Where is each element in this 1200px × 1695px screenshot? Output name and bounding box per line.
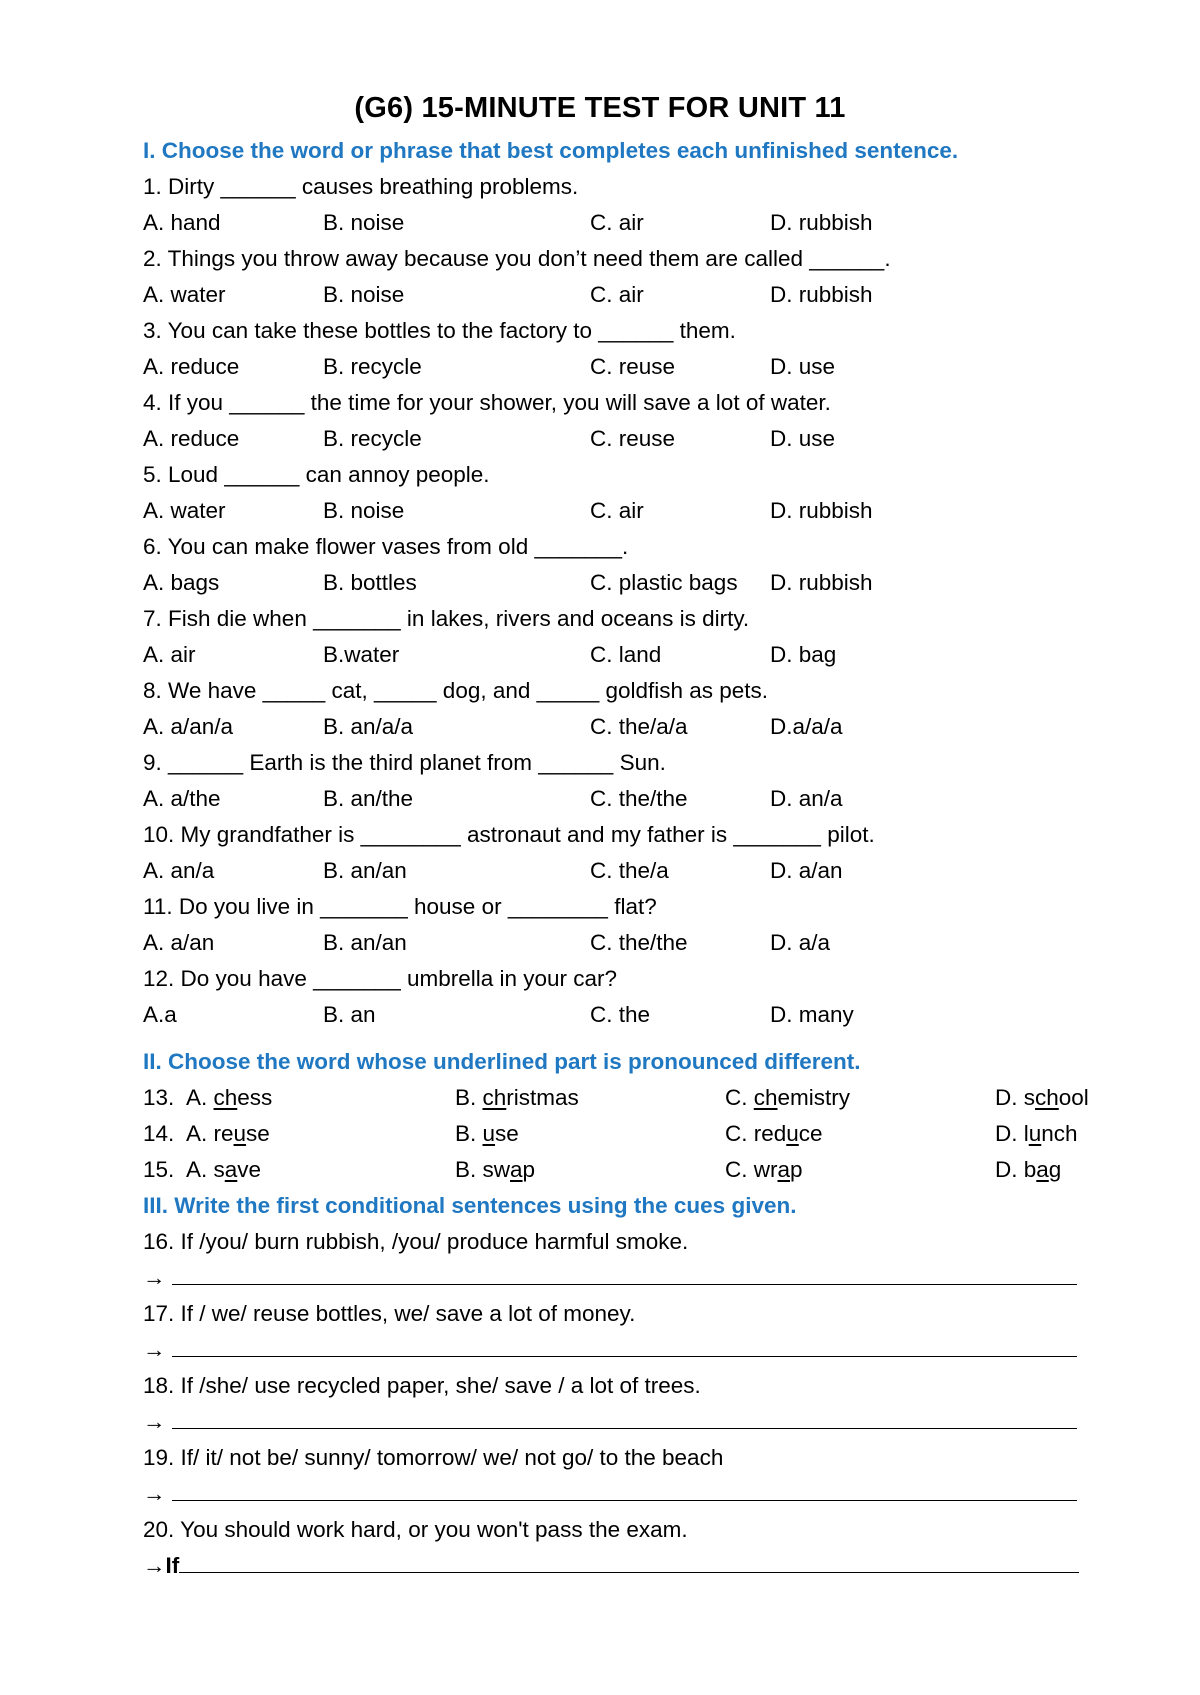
option-c xyxy=(725,1085,850,1111)
question-text: 3. You can take these bottles to the factory to ______ them. xyxy=(143,318,736,343)
underlined-letters: u xyxy=(786,1121,799,1146)
word-part: C. red xyxy=(725,1121,787,1146)
question-text: 11. Do you live in _______ house or ________ flat? xyxy=(143,894,657,919)
section-2-heading: II. Choose the word whose underlined part is pronounced different. xyxy=(143,1049,861,1074)
option-c: C. land xyxy=(590,642,662,667)
option-a: A. a/the xyxy=(143,786,221,811)
option-a: A. a/an/a xyxy=(143,714,234,739)
answer-blank[interactable] xyxy=(179,1554,1079,1573)
option-a xyxy=(186,1157,261,1183)
option-b: B. an xyxy=(323,1002,376,1027)
option-a: A. reduce xyxy=(143,354,240,379)
question-number: 13. xyxy=(143,1085,175,1110)
word-part: D. s xyxy=(995,1085,1036,1110)
option-d: D. an/a xyxy=(770,786,843,811)
underlined-letters: a xyxy=(510,1157,523,1182)
option-b: B. an/a/a xyxy=(323,714,414,739)
option-d: D. rubbish xyxy=(770,570,873,595)
answer-blank[interactable] xyxy=(172,1266,1077,1285)
option-c: C. air xyxy=(590,210,644,235)
option-d: D. a/an xyxy=(770,858,843,883)
underlined-letters: a xyxy=(224,1157,238,1182)
word-part: A. s xyxy=(186,1157,225,1182)
underlined-letters: ch xyxy=(213,1085,238,1110)
option-b xyxy=(455,1085,579,1111)
word-part: C. xyxy=(725,1085,754,1110)
option-d: D. use xyxy=(770,426,836,451)
question-text: 18. If /she/ use recycled paper, she/ save / a lot of trees. xyxy=(143,1373,701,1398)
option-c: C. plastic bags xyxy=(590,570,738,595)
answer-line xyxy=(143,1481,1077,1507)
word-part: se xyxy=(246,1121,270,1146)
option-b xyxy=(455,1121,519,1147)
question-text: 10. My grandfather is ________ astronaut and my father is _______ pilot. xyxy=(143,822,875,847)
option-d: D. use xyxy=(770,354,836,379)
answer-blank[interactable] xyxy=(172,1410,1077,1429)
option-b: B. recycle xyxy=(323,426,422,451)
question-text: 19. If/ it/ not be/ sunny/ tomorrow/ we/ not go/ to the beach xyxy=(143,1445,724,1470)
option-c: C. the/the xyxy=(590,930,688,955)
question-text: 7. Fish die when _______ in lakes, rivers and oceans is dirty. xyxy=(143,606,750,631)
option-b: B. an/an xyxy=(323,858,407,883)
word-part: p xyxy=(522,1157,536,1182)
arrow-icon: → xyxy=(143,1265,166,1290)
word-part: D. l xyxy=(995,1121,1029,1146)
word-part: C. wr xyxy=(725,1157,778,1182)
answer-prefix: If xyxy=(165,1553,180,1578)
option-a: A. water xyxy=(143,498,226,523)
word-part: g xyxy=(1048,1157,1062,1182)
page-title: (G6) 15-MINUTE TEST FOR UNIT 11 xyxy=(354,92,846,124)
option-b xyxy=(455,1157,535,1183)
underlined-letters: u xyxy=(233,1121,247,1146)
word-part: B. sw xyxy=(455,1157,511,1182)
option-d xyxy=(995,1157,1061,1183)
question-text: 4. If you ______ the time for your shower, you will save a lot of water. xyxy=(143,390,831,415)
option-a: A.a xyxy=(143,1002,177,1027)
word-part: A. re xyxy=(186,1121,234,1146)
option-a: A. bags xyxy=(143,570,220,595)
option-a: A. water xyxy=(143,282,226,307)
answer-line xyxy=(143,1553,1079,1579)
word-part: A. xyxy=(186,1085,214,1110)
answer-blank[interactable] xyxy=(172,1482,1077,1501)
underlined-letters: a xyxy=(777,1157,791,1182)
option-b: B. noise xyxy=(323,282,405,307)
option-d: D. rubbish xyxy=(770,282,873,307)
answer-line xyxy=(143,1337,1077,1363)
question-text: 16. If /you/ burn rubbish, /you/ produce harmful smoke. xyxy=(143,1229,689,1254)
option-c: C. reuse xyxy=(590,426,676,451)
option-c: C. the/the xyxy=(590,786,688,811)
word-part: nch xyxy=(1041,1121,1078,1146)
option-b: B.water xyxy=(323,642,400,667)
option-a: A. an/a xyxy=(143,858,215,883)
arrow-icon: → xyxy=(143,1337,166,1362)
option-a: A. hand xyxy=(143,210,221,235)
option-b: B. noise xyxy=(323,498,405,523)
question-text: 9. ______ Earth is the third planet from ______ Sun. xyxy=(143,750,666,775)
underlined-letters: ch xyxy=(1035,1085,1059,1110)
question-text: 17. If / we/ reuse bottles, we/ save a lot of money. xyxy=(143,1301,636,1326)
option-a xyxy=(186,1121,270,1147)
option-b: B. bottles xyxy=(323,570,417,595)
option-d: D. rubbish xyxy=(770,498,873,523)
arrow-icon: → xyxy=(143,1481,166,1506)
question-text: 8. We have _____ cat, _____ dog, and _____ goldfish as pets. xyxy=(143,678,769,703)
option-c xyxy=(725,1121,823,1147)
option-d: D. a/a xyxy=(770,930,831,955)
option-a xyxy=(186,1085,272,1111)
question-text: 6. You can make flower vases from old _______. xyxy=(143,534,629,559)
answer-blank[interactable] xyxy=(172,1338,1077,1357)
option-d: D. bag xyxy=(770,642,837,667)
option-b: B. recycle xyxy=(323,354,422,379)
option-d: D.a/a/a xyxy=(770,714,843,739)
word-part: ve xyxy=(237,1157,262,1182)
option-c: C. air xyxy=(590,282,644,307)
question-text: 20. You should work hard, or you won't pass the exam. xyxy=(143,1517,688,1542)
word-part: ess xyxy=(237,1085,273,1110)
underlined-letters: ch xyxy=(482,1085,507,1110)
question-text: 1. Dirty ______ causes breathing problems. xyxy=(143,174,579,199)
option-c: C. the/a xyxy=(590,858,669,883)
arrow-icon: → xyxy=(143,1409,166,1434)
section-1-heading: I. Choose the word or phrase that best completes each unfinished sentence. xyxy=(143,138,959,163)
answer-line xyxy=(143,1409,1077,1435)
underlined-letters: u xyxy=(1028,1121,1042,1146)
underlined-letters: a xyxy=(1036,1157,1049,1182)
arrow-icon: → xyxy=(143,1553,166,1578)
option-d: D. rubbish xyxy=(770,210,873,235)
word-part: B. xyxy=(455,1085,483,1110)
underlined-letters: ch xyxy=(753,1085,778,1110)
word-part: ristmas xyxy=(506,1085,579,1110)
underlined-letters: u xyxy=(482,1121,496,1146)
option-c: C. air xyxy=(590,498,644,523)
option-b: B. noise xyxy=(323,210,405,235)
word-part: emistry xyxy=(777,1085,851,1110)
option-d: D. many xyxy=(770,1002,854,1027)
option-c xyxy=(725,1157,803,1183)
question-number: 15. xyxy=(143,1157,175,1182)
answer-line xyxy=(143,1265,1077,1291)
question-number: 14. xyxy=(143,1121,175,1146)
word-part: ool xyxy=(1058,1085,1089,1110)
word-part: ce xyxy=(798,1121,823,1146)
option-d xyxy=(995,1085,1089,1111)
question-text: 2. Things you throw away because you don’t need them are called ______. xyxy=(143,246,891,271)
option-d xyxy=(995,1121,1078,1147)
option-c: C. reuse xyxy=(590,354,676,379)
option-c: C. the xyxy=(590,1002,651,1027)
option-a: A. reduce xyxy=(143,426,240,451)
word-part: p xyxy=(790,1157,803,1182)
question-text: 12. Do you have _______ umbrella in your car? xyxy=(143,966,618,991)
option-c: C. the/a/a xyxy=(590,714,688,739)
option-b: B. an/the xyxy=(323,786,414,811)
word-part: B. xyxy=(455,1121,483,1146)
word-part: se xyxy=(495,1121,519,1146)
option-a: A. air xyxy=(143,642,196,667)
option-b: B. an/an xyxy=(323,930,407,955)
question-text: 5. Loud ______ can annoy people. xyxy=(143,462,490,487)
word-part: D. b xyxy=(995,1157,1037,1182)
option-a: A. a/an xyxy=(143,930,215,955)
section-3-heading: III. Write the first conditional sentences using the cues given. xyxy=(143,1193,797,1218)
